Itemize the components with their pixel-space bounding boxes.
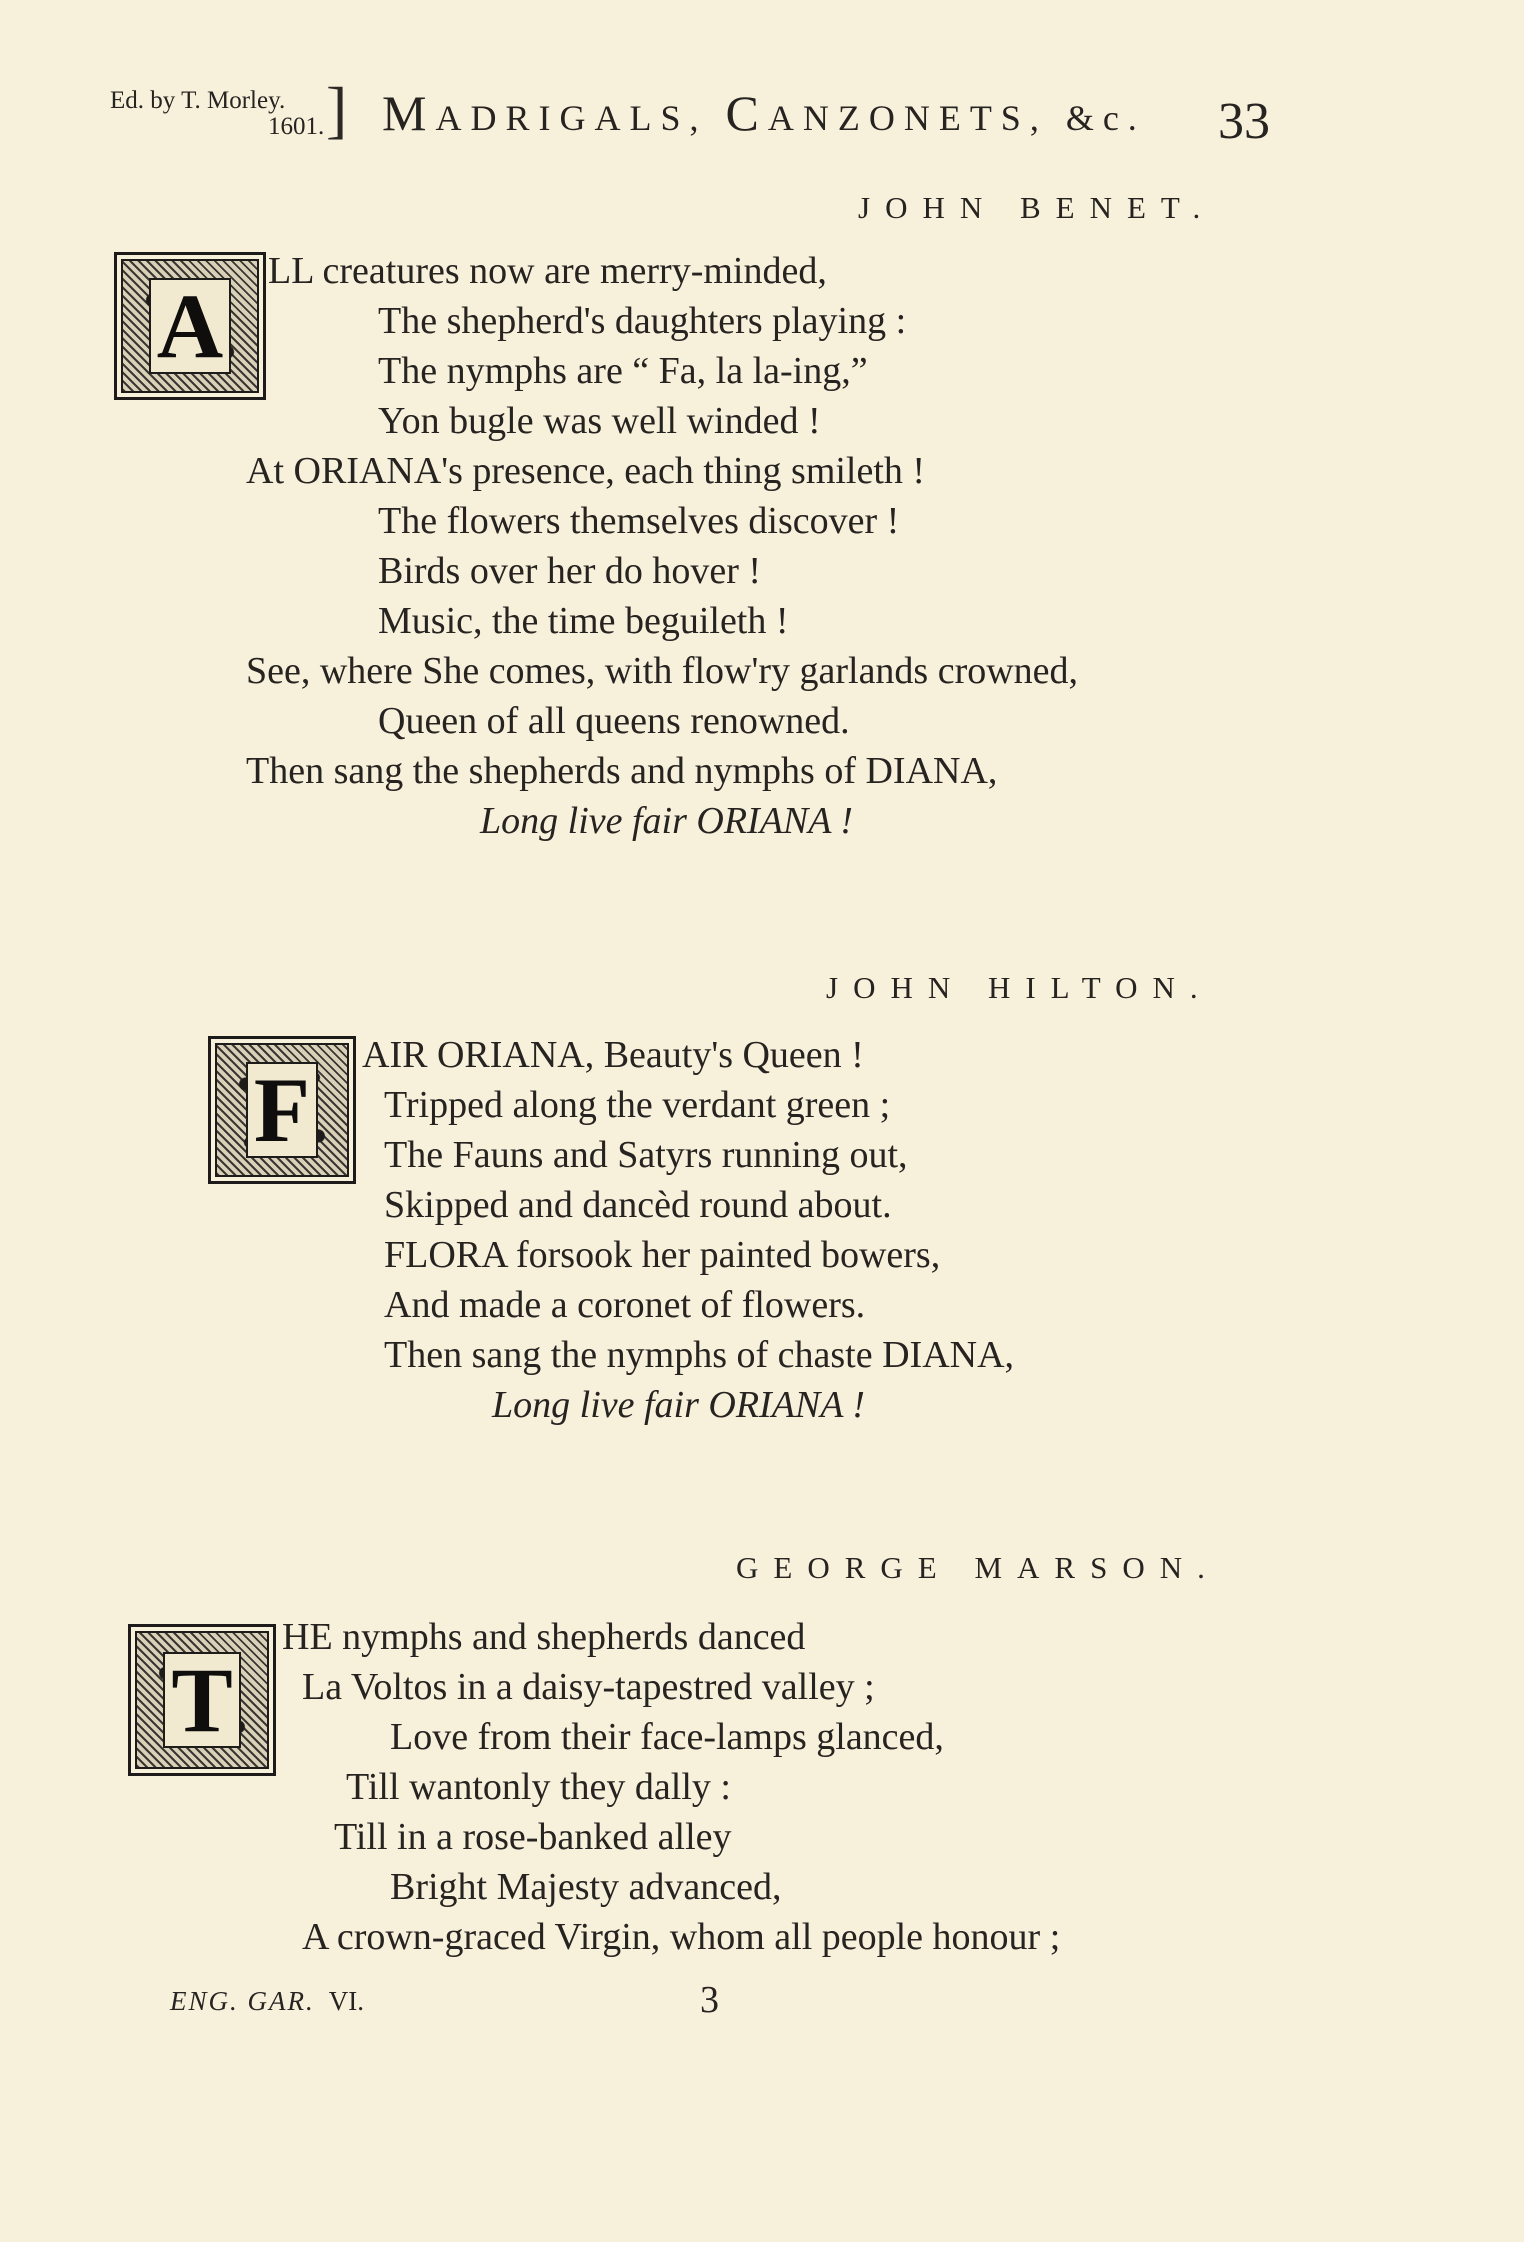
verse-line: Love from their face-lamps glanced,	[390, 1716, 944, 1758]
title-part: &c.	[1065, 98, 1146, 138]
initial-letter: F	[246, 1062, 318, 1158]
title-part: ANZONETS,	[767, 98, 1066, 138]
title-part: ADRIGALS,	[435, 98, 726, 138]
verse-line: FLORA forsook her painted bowers,	[384, 1234, 941, 1276]
verse-line: La Voltos in a daisy-tapestred valley ;	[302, 1666, 875, 1708]
initial-letter: T	[163, 1652, 240, 1748]
verse-line: The shepherd's daughters playing :	[378, 300, 907, 342]
verse-line: See, where She comes, with flow'ry garlands crowned,	[246, 650, 1079, 692]
verse-line: Music, the time beguileth !	[378, 600, 789, 642]
editor-credit	[110, 88, 285, 113]
poem-author: JOHN BENET.	[858, 190, 1216, 225]
volume-number: VI.	[328, 1986, 364, 2016]
verse-line: Tripped along the verdant green ;	[384, 1084, 891, 1126]
verse-line: LL creatures now are merry-minded,	[268, 250, 827, 292]
verse-line: AIR ORIANA, Beauty's Queen !	[362, 1034, 864, 1076]
verse-line: HE nymphs and shepherds danced	[282, 1616, 806, 1658]
refrain-line: Long live fair ORIANA !	[480, 800, 853, 842]
verse-line: Queen of all queens renowned.	[378, 700, 850, 742]
decorated-initial	[128, 1624, 276, 1776]
verse-line: Bright Majesty advanced,	[390, 1866, 782, 1908]
signature-mark: ENG. GAR.	[170, 1986, 315, 2016]
verse-line: A crown-graced Virgin, whom all people honour ;	[302, 1916, 1061, 1958]
title-part: M	[382, 85, 436, 141]
poem-author: GEORGE MARSON.	[736, 1550, 1220, 1585]
decorated-initial	[114, 252, 266, 400]
verse-line: Then sang the shepherds and nymphs of DIANA,	[246, 750, 998, 792]
verse-line: Then sang the nymphs of chaste DIANA,	[384, 1334, 1015, 1376]
edition-year: 1601.	[268, 113, 325, 140]
decorated-initial	[208, 1036, 356, 1184]
verse-line: Till in a rose-banked alley	[334, 1816, 732, 1858]
running-title	[382, 85, 1146, 141]
verse-line: Till wantonly they dally :	[346, 1766, 731, 1808]
verse-line: And made a coronet of flowers.	[384, 1284, 866, 1326]
title-part: C	[725, 85, 768, 141]
verse-line: The flowers themselves discover !	[378, 500, 900, 542]
page-number: 33	[1218, 93, 1270, 150]
verse-line: The nymphs are “ Fa, la la-ing,”	[378, 350, 868, 392]
header-bracket: ]	[326, 74, 348, 145]
verse-line: Birds over her do hover !	[378, 550, 762, 592]
verse-line: Skipped and dancèd round about.	[384, 1184, 892, 1226]
verse-line: The Fauns and Satyrs running out,	[384, 1134, 908, 1176]
refrain-line: Long live fair ORIANA !	[492, 1384, 865, 1426]
verse-line: Yon bugle was well winded !	[378, 400, 821, 442]
verse-line: At ORIANA's presence, each thing smileth !	[246, 450, 926, 492]
editor-name: Ed. by T. Morley.	[110, 87, 286, 114]
poem-author: JOHN HILTON.	[826, 970, 1213, 1005]
initial-letter: A	[149, 278, 231, 374]
footer	[170, 1986, 364, 2017]
sheet-number: 3	[700, 1979, 719, 2021]
